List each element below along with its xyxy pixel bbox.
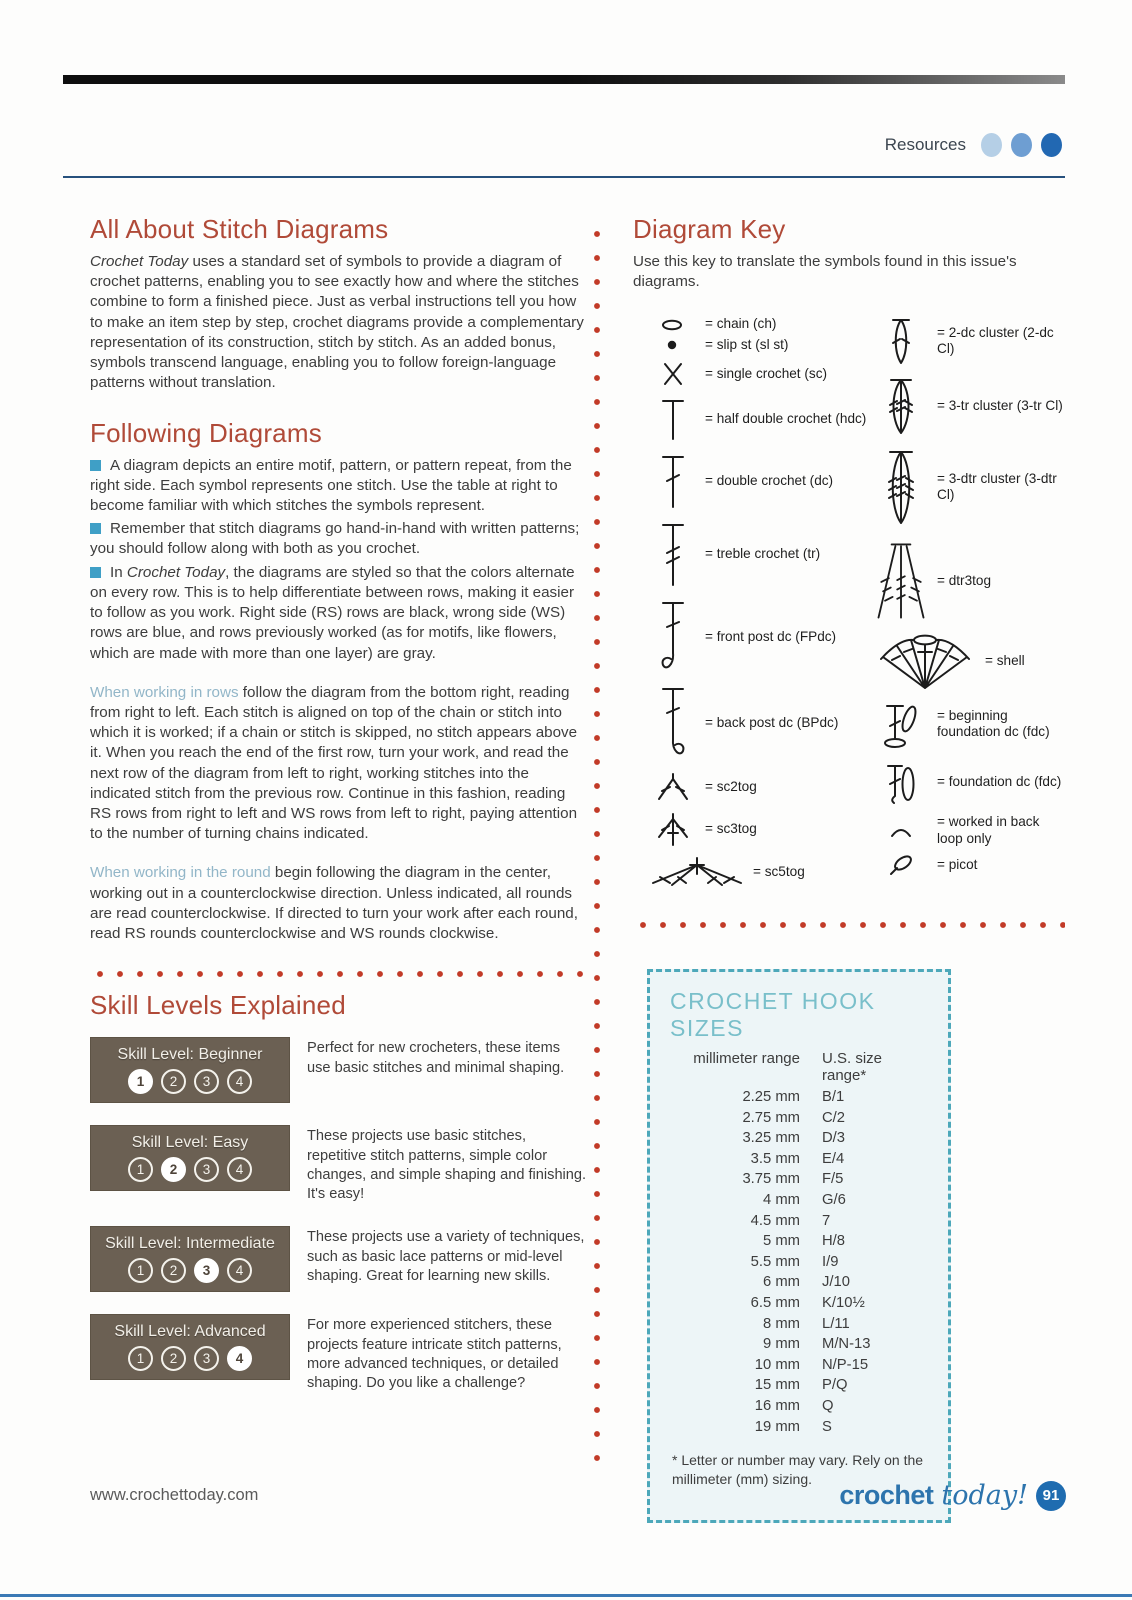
hook-size-row <box>668 1190 930 1211</box>
diagram-key-right-column <box>871 316 1065 889</box>
us-value: G/6 <box>822 1192 846 1209</box>
key-row <box>871 376 1065 436</box>
dtr3tog-symbol-icon <box>871 538 931 624</box>
hook-size-row <box>668 1211 930 1232</box>
about-paragraph-text: uses a standard set of symbols to provide a diagram of crochet patterns, enabling you to see exactly how and where the stitches combine to form a finished piece. Just as verbal instructions tell you how to make an item step by step, crochet diagrams provide a complementary representation of its construction, stitch by stitch. As an added bonus, symbols transcend language, enabling you to follow foreign-language patterns without translation. <box>90 253 584 392</box>
square-bullet-icon <box>90 460 101 471</box>
us-value: I/9 <box>822 1253 839 1270</box>
key-label: = slip st (sl st) <box>705 336 789 352</box>
double-crochet-symbol-icon <box>647 453 699 509</box>
section-title-diagram-key: Diagram Key <box>633 214 786 244</box>
resources-header <box>885 133 1062 157</box>
us-value: C/2 <box>822 1109 846 1126</box>
key-row <box>647 855 871 889</box>
key-row <box>871 853 1065 877</box>
mm-value: 6 mm <box>763 1274 800 1291</box>
skill-level-row-intermediate <box>90 1226 587 1292</box>
hook-size-row <box>668 1087 930 1108</box>
bullet-text: A diagram depicts an entire motif, pattern, or pattern repeat, from the right side. Each symbol represents one stitch. Use the table at right to become familiar with which stitches the symbols represent. <box>90 456 572 514</box>
diagram-key-intro: Use this key to translate the symbols found in this issue's diagrams. <box>633 253 1017 291</box>
working-in-round-paragraph <box>90 863 587 944</box>
skill-badge-beginner <box>90 1037 290 1103</box>
hook-size-row <box>668 1314 930 1335</box>
hook-table-header <box>668 1050 930 1084</box>
key-row <box>871 758 1065 806</box>
website-url: www.crochettoday.com <box>90 1486 259 1504</box>
right-column <box>633 214 1065 1523</box>
key-label: = treble crochet (tr) <box>705 545 821 561</box>
hook-size-row <box>668 1128 930 1149</box>
mm-value: 3.75 mm <box>742 1171 800 1188</box>
sc5tog-symbol-icon <box>647 855 747 889</box>
mm-value: 10 mm <box>754 1356 800 1373</box>
skill-badge-advanced <box>90 1314 290 1380</box>
sc3tog-symbol-icon <box>647 811 699 847</box>
resources-label: Resources <box>884 135 966 154</box>
key-row <box>647 316 871 332</box>
bottom-page-edge-line <box>0 1594 1132 1597</box>
key-label: = half double crochet (hdc) <box>705 410 867 426</box>
hook-size-row <box>668 1293 930 1314</box>
key-row <box>647 397 871 441</box>
hook-size-row <box>668 1169 930 1190</box>
key-label: = chain (ch) <box>705 316 777 332</box>
treble-crochet-symbol-icon <box>647 521 699 587</box>
key-label: = picot <box>937 856 978 872</box>
mm-value: 16 mm <box>754 1397 800 1414</box>
main-content <box>90 214 1065 1523</box>
hook-size-row <box>668 1417 930 1438</box>
skill-circle-4: 4 <box>227 1069 252 1094</box>
key-label: = sc5tog <box>753 863 805 879</box>
key-label: = foundation dc (fdc) <box>937 774 1062 790</box>
key-label: = back post dc (BPdc) <box>705 714 839 730</box>
3-dtr-cluster-symbol-icon <box>871 448 931 526</box>
dotted-divider <box>90 970 587 978</box>
key-label: = single crochet (sc) <box>705 365 828 381</box>
us-value: S <box>822 1418 832 1435</box>
skill-circle-4: 4 <box>227 1346 252 1371</box>
key-row <box>871 316 1065 366</box>
section-title-following: Following Diagrams <box>90 417 322 448</box>
3-tr-cluster-symbol-icon <box>871 376 931 436</box>
hook-size-row <box>668 1272 930 1293</box>
front-post-dc-symbol-icon <box>647 599 699 675</box>
us-value: K/10½ <box>822 1295 865 1311</box>
section-title-all-about: All About Stitch Diagrams <box>90 214 389 244</box>
key-label: = front post dc (FPdc) <box>705 628 837 644</box>
rows-paragraph-text: follow the diagram from the bottom right, reading from right to left. Each stitch is aligned on top of the chain or stitch into which it is worked; if a chain or stitch is skipped, no stitch appears above it. When you reach the end of the first row, turn your work, and read the next row of the diagram from left to right, working stitches into the indicated stitch from the previous row. Continue in this fashion, reading RS rows from right to left and WS rows from left to right, paying attention to the number of turning chains indicated. <box>90 683 578 843</box>
us-value: P/Q <box>822 1377 848 1394</box>
us-value: F/5 <box>822 1171 844 1188</box>
bullet-item <box>90 563 587 664</box>
resources-dot-light-icon <box>981 133 1002 157</box>
skill-description: These projects use a variety of techniques, such as basic lace patterns or mid-level shaping. Great for learning new skills. <box>307 1229 585 1284</box>
skill-circle-4: 4 <box>227 1258 252 1283</box>
skill-badge-label: Skill Level: Easy <box>131 1134 249 1152</box>
sc2tog-symbol-icon <box>647 771 699 803</box>
skill-description: Perfect for new crocheters, these items use basic stitches and minimal shaping. <box>307 1040 565 1076</box>
skill-circle-3: 3 <box>194 1069 219 1094</box>
single-crochet-symbol-icon <box>647 361 699 387</box>
bullet-text: In <box>110 563 127 581</box>
us-value: E/4 <box>822 1150 845 1167</box>
2-dc-cluster-symbol-icon <box>871 316 931 366</box>
square-bullet-icon <box>90 523 101 534</box>
diagram-key <box>633 316 1065 889</box>
skill-badge-label: Skill Level: Advanced <box>114 1323 266 1341</box>
mm-value: 5.5 mm <box>750 1253 800 1270</box>
picot-symbol-icon <box>871 853 931 877</box>
hook-size-row <box>668 1252 930 1273</box>
key-label: = sc3tog <box>705 820 757 836</box>
skill-circle-1: 1 <box>128 1157 153 1182</box>
hook-size-row <box>668 1231 930 1252</box>
logo-word-today: today! <box>941 1480 1028 1511</box>
skill-level-row-advanced <box>90 1314 587 1393</box>
bullet-item <box>90 519 587 559</box>
skill-circle-1: 1 <box>128 1258 153 1283</box>
magazine-name-italic: Crochet Today <box>126 563 226 581</box>
skill-circle-3: 3 <box>194 1258 219 1283</box>
hook-size-row <box>668 1108 930 1129</box>
hook-size-row <box>668 1334 930 1355</box>
key-label: = sc2tog <box>705 778 757 794</box>
us-value: 7 <box>822 1212 831 1229</box>
shell-symbol-icon <box>871 632 979 690</box>
mm-value: 19 mm <box>754 1418 800 1435</box>
skill-circle-2: 2 <box>161 1346 186 1371</box>
key-row <box>871 698 1065 750</box>
working-in-rows-paragraph <box>90 683 587 845</box>
mm-value: 6.5 mm <box>750 1295 800 1311</box>
key-label: = dtr3tog <box>937 573 992 589</box>
hook-col-us-header: U.S. size range* <box>822 1050 883 1085</box>
skill-circle-2: 2 <box>161 1258 186 1283</box>
left-column <box>90 214 587 1523</box>
skill-level-row-easy <box>90 1125 587 1204</box>
us-value: N/P-15 <box>822 1356 869 1373</box>
page-number-badge: 91 <box>1036 1481 1066 1511</box>
skill-circles <box>128 1258 252 1283</box>
hook-sizes-title: CROCHET HOOK SIZES <box>670 988 876 1042</box>
us-value: L/11 <box>822 1315 850 1332</box>
header-rule <box>63 176 1065 178</box>
mm-value: 2.25 mm <box>742 1089 800 1106</box>
skill-circles <box>128 1346 252 1371</box>
skill-badge-label: Skill Level: Intermediate <box>105 1235 275 1253</box>
key-label: = 3-tr cluster (3-tr Cl) <box>937 398 1063 414</box>
back-post-dc-symbol-icon <box>647 685 699 761</box>
skill-description: These projects use basic stitches, repetitive stitch patterns, simple color changes, and simple shaping and finishing. It's easy! <box>307 1128 587 1203</box>
crochet-today-logo <box>839 1480 1066 1511</box>
round-paragraph-text: begin following the diagram in the center, working out in a counterclockwise direction. Unless indicated, all rounds are read counterclockwise. If directed to turn your work after each round, read RS rounds counterclockwise and WS rounds clockwise. <box>90 864 578 943</box>
magazine-name-italic: Crochet Today <box>90 253 189 270</box>
skill-circles <box>128 1069 252 1094</box>
us-value: B/1 <box>822 1089 845 1106</box>
skill-badge-easy <box>90 1125 290 1191</box>
page-footer <box>90 1480 1066 1511</box>
key-label: = beginning foundation dc (fdc) <box>937 708 1050 740</box>
mm-value: 4.5 mm <box>750 1212 800 1229</box>
skill-circle-3: 3 <box>194 1157 219 1182</box>
us-value: J/10 <box>822 1274 850 1291</box>
key-label: = shell <box>985 653 1025 669</box>
logo-word-crochet: crochet <box>839 1480 934 1510</box>
key-row <box>871 814 1065 847</box>
resources-dot-mid-icon <box>1011 133 1032 157</box>
hook-size-row <box>668 1149 930 1170</box>
bullet-item <box>90 456 587 517</box>
key-label: = 3-dtr cluster (3-dtr Cl) <box>937 471 1057 503</box>
hook-size-row <box>668 1355 930 1376</box>
beginning-foundation-dc-symbol-icon <box>871 698 931 750</box>
key-row <box>647 521 871 587</box>
chain-symbol-icon <box>647 317 699 333</box>
key-label: = worked in back loop only <box>937 814 1040 846</box>
key-row <box>871 538 1065 624</box>
dotted-divider <box>633 921 1065 929</box>
skill-level-row-beginner <box>90 1037 587 1103</box>
mm-value: 2.75 mm <box>742 1109 800 1126</box>
hook-sizes-footnote: * Letter or number may vary. Rely on the millimeter (mm) sizing. <box>672 1452 924 1487</box>
skill-circle-1: 1 <box>128 1069 153 1094</box>
diagram-key-left-column <box>633 316 871 889</box>
key-row <box>647 685 871 761</box>
skill-badge-label: Skill Level: Beginner <box>117 1046 263 1064</box>
us-value: D/3 <box>822 1130 846 1147</box>
resources-dot-dark-icon <box>1041 133 1062 157</box>
skill-circle-2: 2 <box>161 1069 186 1094</box>
key-label: = double crochet (dc) <box>705 472 834 488</box>
bullet-text: , the diagrams are styled so that the colors alternate on every row. This is to help differentiate between rows, making it easier to follow as you work. Right side (RS) rows are black, wrong side (WS) rows are blue, and rows previously worked (as for motifs, like flowers, which are made with more than one layer) are gray. <box>90 563 575 662</box>
us-value: H/8 <box>822 1233 846 1250</box>
key-label: = 2-dc cluster (2-dc Cl) <box>937 325 1054 357</box>
foundation-dc-symbol-icon <box>871 758 931 806</box>
section-title-skill-levels: Skill Levels Explained <box>90 990 346 1021</box>
hook-size-row <box>668 1375 930 1396</box>
mm-value: 9 mm <box>763 1336 800 1353</box>
half-double-crochet-symbol-icon <box>647 397 699 441</box>
key-row <box>647 811 871 847</box>
skill-description: For more experienced stitchers, these projects feature intricate stitch patterns, more advanced techniques, or detailed shaping. Do you like a challenge? <box>307 1317 562 1392</box>
mm-value: 5 mm <box>763 1233 800 1250</box>
skill-circle-3: 3 <box>194 1346 219 1371</box>
skill-badge-intermediate <box>90 1226 290 1292</box>
key-row <box>871 448 1065 526</box>
skill-circle-2: 2 <box>161 1157 186 1182</box>
key-row <box>647 361 871 387</box>
mm-value: 15 mm <box>754 1377 800 1394</box>
mm-value: 3.5 mm <box>750 1150 800 1167</box>
about-paragraph <box>90 252 587 394</box>
key-row <box>647 337 871 353</box>
us-value: M/N-13 <box>822 1336 871 1353</box>
hook-col-mm-header: millimeter range <box>693 1050 800 1068</box>
mm-value: 3.25 mm <box>742 1130 800 1147</box>
key-row <box>647 599 871 675</box>
us-value: Q <box>822 1397 834 1414</box>
square-bullet-icon <box>90 567 101 578</box>
top-black-bar <box>63 75 1065 84</box>
skill-circle-1: 1 <box>128 1346 153 1371</box>
round-lead-phrase: When working in the round <box>90 864 271 882</box>
mm-value: 4 mm <box>763 1192 800 1209</box>
skill-circles <box>128 1157 252 1182</box>
crochet-hook-sizes-box <box>647 969 951 1523</box>
back-loop-symbol-icon <box>871 823 931 839</box>
slip-stitch-symbol-icon <box>647 339 699 351</box>
bullet-text: Remember that stitch diagrams go hand-in-hand with written patterns; you should follow along with both as you crochet. <box>90 520 580 558</box>
key-row <box>871 632 1065 690</box>
skill-circle-4: 4 <box>227 1157 252 1182</box>
mm-value: 8 mm <box>763 1315 800 1332</box>
hook-size-row <box>668 1396 930 1417</box>
key-row <box>647 771 871 803</box>
rows-lead-phrase: When working in rows <box>90 683 239 701</box>
key-row <box>647 453 871 509</box>
